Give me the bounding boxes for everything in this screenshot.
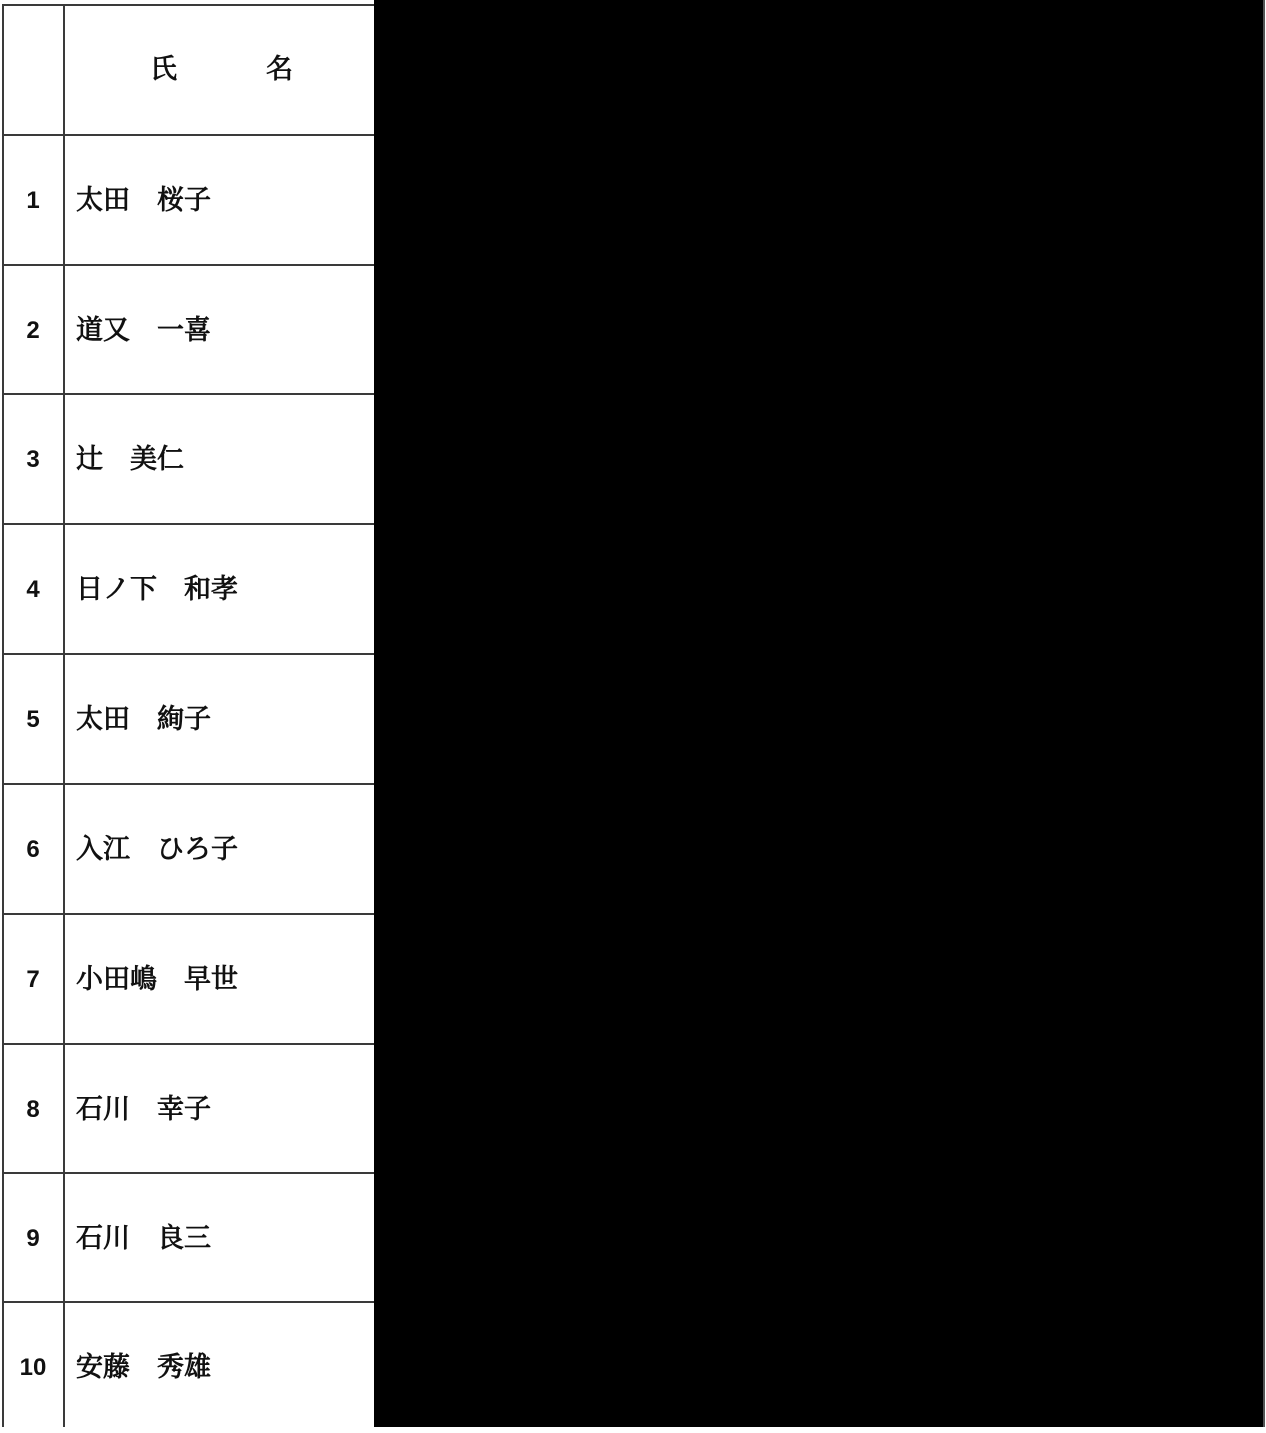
person-name: 入江 ひろ子 xyxy=(76,834,238,865)
table-row xyxy=(0,1303,374,1433)
table-row xyxy=(0,655,374,785)
person-name: 安藤 秀雄 xyxy=(76,1352,211,1383)
table-row xyxy=(0,266,374,396)
person-name: 太田 絢子 xyxy=(76,704,211,735)
row-number: 4 xyxy=(26,576,40,603)
row-number: 10 xyxy=(19,1354,47,1381)
row-number: 5 xyxy=(26,706,40,733)
person-name: 石川 幸子 xyxy=(76,1094,211,1125)
row-number: 8 xyxy=(26,1096,40,1123)
table-row xyxy=(0,136,374,266)
person-name: 太田 桜子 xyxy=(76,185,211,216)
person-name: 日ノ下 和孝 xyxy=(76,574,238,605)
redaction-block xyxy=(374,0,1263,1427)
table-row xyxy=(0,1045,374,1175)
table-row xyxy=(0,395,374,525)
row-number: 3 xyxy=(26,446,40,473)
name-column-header xyxy=(64,6,374,136)
person-name: 小田嶋 早世 xyxy=(76,964,238,995)
row-number: 7 xyxy=(26,966,40,993)
table-row xyxy=(0,785,374,915)
row-number: 9 xyxy=(26,1225,40,1252)
person-name: 石川 良三 xyxy=(76,1223,211,1254)
right-border xyxy=(1263,0,1265,1427)
row-number: 1 xyxy=(26,187,40,214)
header-char-1: 氏 xyxy=(150,54,177,85)
row-number: 2 xyxy=(26,317,40,344)
table-row xyxy=(0,525,374,655)
table-row xyxy=(0,1174,374,1304)
person-name: 道又 一喜 xyxy=(76,315,211,346)
table-row xyxy=(0,915,374,1045)
row-number: 6 xyxy=(26,836,40,863)
person-name: 辻 美仁 xyxy=(76,444,184,475)
header-char-2: 名 xyxy=(266,54,293,85)
